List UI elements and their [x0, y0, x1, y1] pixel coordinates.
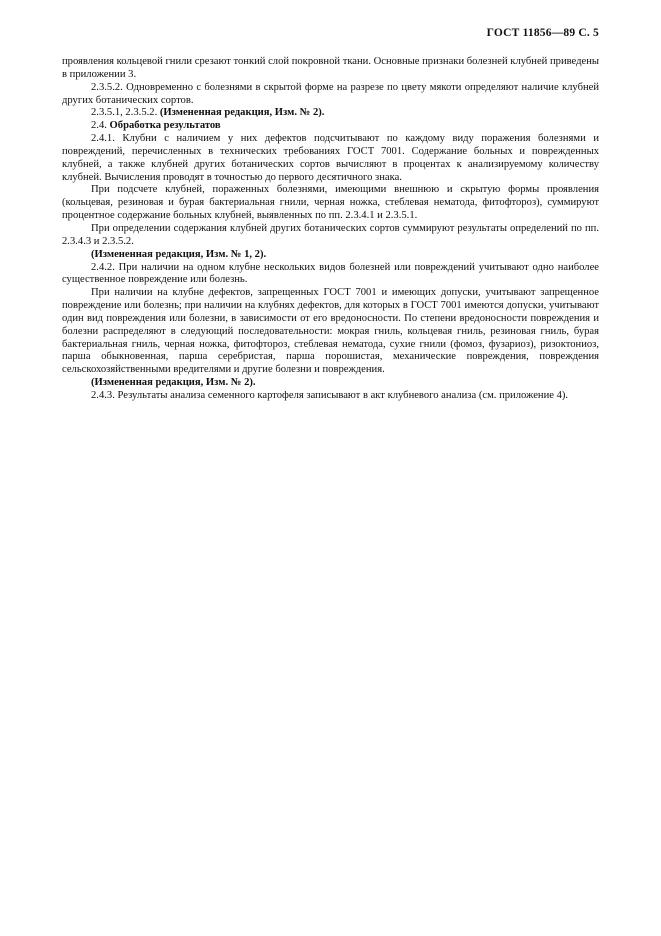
paragraph: При подсчете клубней, пораженных болезнями, имеющими внешнюю и скрытую формы проявления (кольцевая, резиновая и бурая бактериальная гнили, черная ножка, стеблевая нематода, фитофтороз), суммируют процентное содержание больных клубней, выявленных по пп. 2.3.4.1 и 2.3.5.1.	[62, 184, 599, 222]
paragraph: 2.4.2. При наличии на одном клубне нескольких видов болезней или повреждений учитывают одно наиболее существенное повреждение или болезнь.	[62, 261, 599, 286]
amendment-note: (Измененная редакция, Изм. № 2).	[91, 377, 256, 389]
section-heading	[62, 120, 599, 133]
paragraph: проявления кольцевой гнили срезают тонкий слой покровной ткани. Основные признаки болезней клубней приведены в приложении 3.	[62, 56, 599, 80]
paragraph: 2.4.1. Клубни с наличием у них дефектов подсчитывают по каждому виду поражения болезнями и повреждений, перечисленных в технических требованиях ГОСТ 7001. Содержание больных и поврежденных клубней, а также клубней других ботанических сортов вычисляют в процентах к анализируемому количеству клубней. Вычисления проводят в точностью до первого десятичного знака.	[62, 133, 599, 183]
clause-ref: 2.3.5.1, 2.3.5.2.	[91, 107, 158, 119]
section-title: Обработка результатов	[109, 120, 221, 132]
paragraph: 2.3.5.2. Одновременно с болезнями в скрытой форме на разрезе по цвету мякоти определяют наличие клубней других ботанических сортов.	[62, 81, 599, 106]
amendment-note	[62, 107, 599, 120]
section-number: 2.4.	[91, 120, 107, 132]
paragraph: При наличии на клубне дефектов, запрещенных ГОСТ 7001 и имеющих допуски, учитывают запрещенное повреждение или болезнь; при наличии на клубнях дефектов, для которых в ГОСТ 7001 имеются допуски, учитывают один вид повреждения или болезни, в зависимости от его вредоносности. По степени вредоносности повреждения и болезни распределяют в следующий последовательности: мокрая гниль, кольцевая гниль, резиновая гниль, бурая бактериальная гниль, черная ножка, фитофтороз, стеблевая нематода, сухие гнили (фомоз, фузариоз), ризоктониоз, парша обыкновенная, парша серебристая, парша порошистая, механические повреждения, повреждения сельскохозяйственными вредителями и другие болезни и повреждения.	[62, 287, 599, 376]
amendment-note: (Измененная редакция, Изм. № 1, 2).	[91, 248, 267, 260]
document-body	[62, 56, 599, 403]
amendment-text: (Измененная редакция, Изм. № 2).	[159, 107, 325, 119]
paragraph: При определении содержания клубней других ботанических сортов суммируют результаты определений по пп. 2.3.4.3 и 2.3.5.2.	[62, 222, 599, 247]
paragraph: 2.4.3. Результаты анализа семенного картофеля записывают в акт клубневого анализа (см. приложение 4).	[91, 389, 569, 401]
page-header: ГОСТ 11856—89 С. 5	[486, 27, 599, 39]
